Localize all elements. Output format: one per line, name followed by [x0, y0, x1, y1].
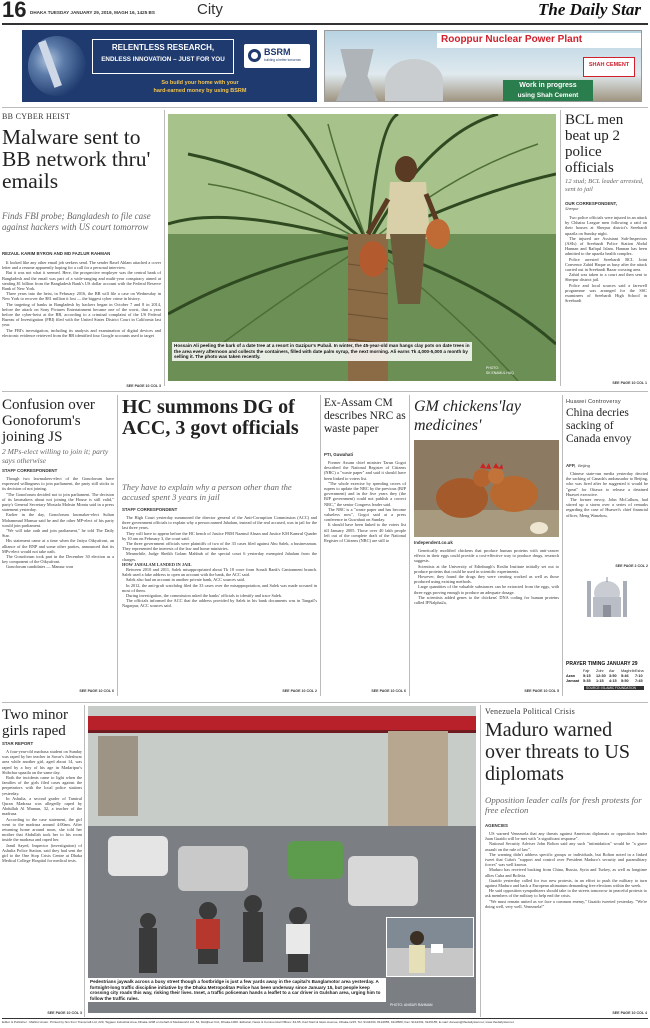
prayer-col-fajr: Fajr [583, 669, 590, 673]
para: In 2012, the anti-graft watchdog filed the 33 cases over the misappropriation, and Salek was made accused in most of them. [122, 582, 317, 593]
para: A four-year-old madrasa student on Sunday was raped by her teacher in Savar's Jaleshwar area while another girl, aged about 14, was raped by a boy of his age in Madaripur's Shibchar upazila on the same day. [2, 749, 82, 775]
date-palm-photo [168, 114, 556, 381]
para: Two police officials were injured in an attack by Chhatra League men following a raid on their houses at Sherpur district's Sreebardi upazila on Sunday night. [565, 215, 647, 236]
column-rule [164, 110, 165, 386]
bcl-headline[interactable]: BCL men beat up 2 police officials [565, 112, 624, 176]
gonoforum-continued[interactable]: SEE PAGE 10 COL 6 [79, 689, 114, 693]
prayer-col-zohr: Zohr [596, 669, 604, 673]
prayer-time: 5:15 [583, 674, 591, 678]
acc-continued[interactable]: SEE PAGE 10 COL 2 [282, 689, 317, 693]
street-caption: Pedestrians jaywalk across a busy street though a footbridge is just a few yards away in the capital's Banglamotor area yesterday. A fortnight-long traffic discipline initiative by the Dhaka Metropolitan Police has been underway since January 15, but people keep crossing city roads this way, risking their lives. Inset, a traffic policeman hands a leaflet to a car driver in Gulshan area, urging him to follow the traffic rules. [88, 978, 386, 1002]
gonoforum-body [2, 476, 114, 690]
acc-headline[interactable]: HC summons DG of ACC, 3 govt officials [122, 396, 299, 439]
para: Chinese state-run media yesterday decried the sacking of Canada's ambassador to Beijing, who was fired after he suggested it would be "great" for Ottawa to release a detained Huawei executive. [566, 471, 648, 497]
para: Police and local sources said a farewell programme was arranged for the SSC examinees of Sreebardi High School in Sreebardi [565, 282, 647, 304]
prayer-timing-box [566, 575, 648, 693]
page-number: 16 [2, 0, 27, 22]
section-divider [2, 702, 648, 703]
gm-byline: Independent.co.uk [414, 540, 453, 545]
prayer-row-jamaat [566, 679, 648, 683]
prayer-col-maghrib: Maghrib [621, 669, 635, 673]
para: Scientists at the University of Edinburgh's Roslin Institute initially set out to produce proteins that could be used in scientific experiments. [414, 563, 559, 574]
para: Meanwhile, Judge Sheikh Golam Mahbub of the special court 6 yesterday exempted Jahalam from the charges. [122, 551, 317, 562]
prayer-time: 5:46 [621, 674, 629, 678]
prayer-head-row [566, 669, 648, 673]
gonoforum-deck: 2 MPs-elect willing to join it; party says otherwise [2, 447, 109, 465]
venezuela-kicker: Venezuela Political Crisis [485, 707, 576, 716]
girls-headline[interactable]: Two minor girls raped [2, 707, 69, 739]
ad-divider [2, 107, 648, 108]
ad-headline-line2: ENDLESS INNOVATION – JUST FOR YOU [101, 56, 225, 63]
bsrm-brand-sub: building a better tomorrow [264, 58, 301, 62]
photo-credit: SK ENAMUL HAQ [486, 371, 514, 375]
huawei-body [566, 471, 648, 564]
gm-headline[interactable]: GM chickens'lay medicines' [414, 398, 521, 434]
nrc-headline[interactable]: Ex-Assam CM describes NRC as waste paper [324, 397, 406, 435]
ad-machinery-graphic [28, 36, 86, 96]
bsrm-logo-icon [248, 49, 261, 62]
prayer-row-azan [566, 674, 648, 678]
shah-brand: SHAH CEMENT [588, 62, 630, 68]
column-rule [480, 705, 481, 1017]
column-rule [562, 395, 563, 696]
para: Three years into the heist, in February 2016, the BB will file a case on Wednesday in New York to recover the $81 million it lost — the biggest cyber crime in history. [2, 291, 161, 302]
section-divider [2, 391, 648, 392]
inset-photo [386, 917, 474, 977]
column-rule [409, 395, 410, 696]
para: During investigation, the commission asked the banks' officials to identify and trace Salek. [126, 593, 283, 599]
para: "We will take oath and join parliament," he told The Daily Star. [2, 528, 114, 539]
para: US warned Venezuela that any threats against American diplomats or opposition leader Juan Guaido will be met with "a significant response". [485, 831, 647, 842]
column-rule [117, 395, 118, 696]
ad-title: Rooppur Nuclear Power Plant [441, 34, 583, 45]
bcl-continued[interactable]: SEE PAGE 10 COL 1 [612, 381, 647, 385]
prayer-col-asr: Asr [609, 669, 615, 673]
column-rule [84, 705, 85, 1017]
prayer-time: 3:50 [609, 674, 617, 678]
gm-body [414, 548, 559, 688]
para: Guaido yesterday called for two new protests, in an effort to push the military to turn against Maduro and back a European ultimatum demanding free elections within the week. [485, 877, 647, 889]
huawei-byline: AFP, [566, 463, 576, 468]
malware-body [2, 260, 161, 384]
para: According to the case statement, the girl went to the madrasa around 4:00am. After returning home around noon, she told her mother that Abdullah took her to his room inside the madrasa and raped her. [2, 816, 82, 843]
masthead-rule [2, 23, 648, 25]
photo-credit-label: PHOTO: [486, 366, 499, 370]
para: The three government officials were plaintiffs of two of the 33 cases filed against Abu Salek, a businessman. They represented the interests of the law and home ministries. [122, 541, 317, 552]
bsrm-brand: BSRM [264, 47, 291, 57]
prayer-time: 1:15 [596, 679, 604, 683]
para: Genetically modified chickens that produce human proteins with anti-cancer effects in their eggs could provide a cost-effective way to produce drugs, research suggests. [414, 548, 559, 564]
bcl-byline-place: Sherpur [565, 207, 579, 211]
girls-body [2, 749, 82, 1011]
photo-credit-label: PHOTO: [390, 1003, 403, 1007]
mosque-icon [586, 575, 628, 621]
para: Jamil Sayed, Inspector (investigation) of Ashulia Police Station, said they had sent the girl to the One Stop Crisis Centre at Dhaka Medical College Hospital for medical tests. [2, 842, 82, 864]
dateline: DHAKA TUESDAY JANUARY 29, 2019, MAGH 16, 1425 BS [30, 10, 155, 15]
para: He said opposition sympathizers should take to the streets tomorrow in peaceful protests to ask members of the military to help end the crisis. [485, 888, 647, 899]
para: The warning didn't address specific groups or individuals, but Bolton noted in a linked tweet that Cuba's "support and control over President Maduro's security and paramilitary forces" was well known. [485, 851, 647, 868]
prayer-row-label: Azan [566, 674, 576, 678]
section-title: City [197, 1, 223, 18]
shah-cement-ad[interactable] [324, 30, 642, 102]
prayer-time: 7:45 [635, 679, 643, 683]
ad-headline-line1: RELENTLESS RESEARCH, [111, 43, 215, 52]
masthead [0, 0, 650, 22]
para: Both the incidents came to light when the families of the girls filed cases against the perpetrators with the local police stations yesterday. [2, 775, 82, 796]
prayer-time: 4:15 [609, 679, 617, 683]
bsrm-ad[interactable] [22, 30, 317, 102]
para: The Gonoforum took part in the December 30 election as a key component of the Oikyafront. [2, 554, 114, 565]
malware-deck: Finds FBI probe; Bangladesh to file case against hackers with US court tomorrow [2, 211, 151, 232]
para: Large quantities of the valuable substances can be extracted from the eggs, with three eggs proving enough to produce an adequate dosage. [414, 584, 559, 595]
column-rule [560, 110, 561, 386]
para: "The whole exercise by spending crores of rupees to update the NRC by the previous (BJP government) and in the five years they (the BJP government) could not publish a correct NRC," the senior Congress leader said. [324, 480, 406, 507]
paper-name: The Daily Star [538, 0, 641, 19]
prayer-source: SOURCE: ISLAMIC FOUNDATION [584, 686, 644, 690]
para: It should have been linked to the voters list till January 2005. Those over 40 lakh people left out of the complete draft of the National Register of Citizens (NRC) are still to [324, 522, 406, 544]
para: The scientists added genes to the chickens' DNA coding for human proteins called IFNalpha2a, [414, 594, 559, 606]
huawei-continued[interactable]: SEE PAGE 2 COL 2 [615, 564, 648, 568]
prayer-time: 5:50 [621, 679, 629, 683]
huawei-headline[interactable]: China decries sacking of Canada envoy [566, 407, 632, 445]
para: The FBI's investigation, including its analysis and examination of digital devices and electronic evidence retrieved from the BB identified four Google accounts used to target [2, 327, 161, 338]
para: The targeting of banks in Bangladesh by hackers began in October 7 and 8 in 2014, before the attack on Sony Pictures Entertainment became one of the worst, that a year before the cyber-heist at the BB, according to a criminal complaint of the US Federal Bureau of Investigation (FBI) filed with the United States District Court in California last year. [2, 301, 161, 328]
para: They will have to appear before the HC bench of Justice FRM Nazmul Ahsan and Justice KM Kamrul Quader by 10 am on February 3, the court said. [122, 530, 317, 541]
ad-line1: Work in progress [519, 82, 577, 89]
para: Salek also had an account in another private bank, ACC sources said. [126, 577, 245, 583]
prayer-row-label: Jamaat [566, 679, 580, 683]
girls-byline: STAR REPORT [2, 741, 34, 746]
prayer-time: 12:30 [596, 674, 606, 678]
huawei-kicker: Huawei Controversy [566, 399, 621, 405]
prayer-time: 7:10 [635, 674, 643, 678]
para: In Ashulia, a second grader of Tamirul Quran Madrasa was allegedly raped by Abdullah Al Mamun, 32, a teacher of the madrasa. [2, 795, 82, 817]
para: Between 2010 and 2011, Salek misappropriated about Tk 18 crore from Sonali Bank's Cantonment branch. Salek used a fake address to open an account with the bank, the ACC said. [122, 567, 317, 578]
chickens-photo [414, 440, 559, 537]
para: The former envoy, John McCallum, had stirred up a storm over a series of remarks regarding the case of Huawei's chief financial officer, Meng Wanzhou, [566, 497, 648, 518]
para: The High Court yesterday summoned the director general of the Anti-Corruption Commission (ACC) and three government officials to explain why a person named Jahalam, instead of the real accused, was in jail for the last three years. [122, 515, 317, 531]
para: National Security Adviser John Bolton said any such "intimidation" would be "a grave assault on the rule of law". [485, 841, 647, 852]
prayer-time: 5:35 [583, 679, 591, 683]
gm-continued[interactable]: SEE PAGE 10 COL 5 [524, 689, 559, 693]
acc-body [122, 515, 317, 687]
subhead: HOW JAHALAM LANDED IN JAIL [122, 561, 192, 567]
venezuela-body [485, 831, 647, 1011]
prayer-title: PRAYER TIMING JANUARY 29 [566, 661, 638, 667]
footer-rule [2, 1018, 648, 1019]
date-palm-photo-art [168, 114, 556, 381]
acc-deck: They have to explain why a person other than the accused spent 3 years in jail [122, 482, 292, 502]
ad-line2: using Shah Cement [517, 92, 579, 99]
malware-kicker: BB CYBER HEIST [2, 112, 71, 121]
chickens-photo-art [414, 440, 559, 537]
imprint-line: Editor & Publisher : Mahfuz Anam. Printed by him from Transcraft Ltd, 229, Tejgaon Industrial Area, Dhaka-1208 on behalf of Mediaworld Ltd, 52, Motijheel C/A, Dhaka-1000. Editorial, News & Commercial Offices: 64-65, Kazi Nazrul Islam Avenue, Dhaka-1215. Tel: 9144330, 8124955, 9110589; Fax: 9144332, 9125155; E-mail: dsnews@thedailystar.net; www.thedailystar.net [2, 1020, 514, 1024]
para: Gonoforum candidates — Mansur won [6, 564, 74, 570]
para: The NRC is a "waste paper and has become valueless now", Gogoi said at a press conference in Guwahati on Sunday. [324, 506, 406, 523]
nrc-body [324, 460, 406, 688]
bcl-body [565, 215, 647, 380]
huawei-byline-place: Beijing [578, 463, 591, 468]
para: The injured are Assistant Sub-Inspectors (ASIs) of Sreebardi Police Station Abdul Hannan and Rafiqul Islam. Hannan has been admitted to the upazila health complex. [565, 235, 647, 257]
bcl-deck: 12 stud; BCL leader arrested, sent to jail [565, 178, 644, 193]
malware-continued[interactable]: SEE PAGE 10 COL 3 [126, 384, 161, 388]
para: It looked like any other email job seekers send. The sender Rasel Ahlam attached a cover letter and a resume apparently hoping for a call for a personal interview. [2, 260, 161, 271]
column-rule [320, 395, 321, 696]
para: But it was not what it seemed. Here, the prospective employer was the central bank of Bangladesh and the email was part of a wide-ranging and multi-year conspiracy aimed at stealing $1 billion from the Bangladesh Bank's US dollar account with the Federal Reserve Bank of New York. [2, 270, 161, 292]
gonoforum-byline: STAFF CORRESPONDENT [2, 468, 58, 473]
bcl-byline: OUR CORRESPONDENT, [565, 201, 617, 206]
para: Former Assam chief minister Tarun Gogoi described the National Register of Citizens (NRC) a "waste paper" and said it should have been linked to voters list. [324, 460, 406, 481]
street-photo [88, 706, 476, 1013]
gonoforum-headline[interactable]: Confusion over Gonoforum's joining JS [2, 397, 95, 445]
nrc-continued[interactable]: SEE PAGE 10 COL 6 [371, 689, 406, 693]
girls-continued[interactable]: SEE PAGE 10 COL 3 [47, 1011, 82, 1015]
bsrm-tagline1: So build your home with your [161, 80, 239, 86]
para: Maduro has received backing from China, Russia, Syria and Turkey, as well as longtime allies Cuba and Bolivia. [485, 867, 647, 878]
reactor-dome-graphic [385, 59, 443, 102]
venezuela-continued[interactable]: SEE PAGE 10 COL 4 [612, 1011, 647, 1015]
para: Though two lawmakers-elect of the Gonoforum have expressed willingness to join parliament, the party still sticks to its decision of not joining. [2, 476, 114, 492]
para: "We must remain united as we face a common enemy," Guaido tweeted yesterday. "We're doing well, very well, Venezuela!" [485, 898, 647, 909]
para: Zahid was taken to a court and then sent to Sherpur district jail. [565, 272, 647, 283]
para: The officials informed the ACC that the address provided by Salek in his bank documents was in Tangail's Nagarpur, ACC sources said. [122, 598, 317, 609]
acc-byline: STAFF CORRESPONDENT [122, 507, 178, 512]
para: Earlier in the day, Gonoforum lawmaker-elect Sultan Mohammad Mansur said he and the other MP-elect of his party would join parliament. [2, 512, 114, 528]
malware-byline: REZAUL KARIM BYRON AND MD FAZLUR RAHMAN [2, 251, 111, 256]
date-palm-caption: Hossain Ali peeling the bark of a date tree at a resort in Gazipur's Pubail. In winter, the 45-year-old man hangs clay pots on date trees in the area every afternoon and collects the containers, filled with date palm syrup, the next morning. Ali earns Tk 4,000-5,000 a month by selling it. The photo was taken recently. [172, 342, 472, 361]
venezuela-byline: AGENCIES [485, 823, 508, 828]
para: His statement came at a time when the Jatiya Oikyafront, an alliance of the BNP and some other parties, announced that its MPs-elect would not take oath. [2, 538, 114, 554]
photo-credit: ANISUR RAHMAN [404, 1003, 433, 1007]
para: However, they found the drugs they were creating worked as well as those produced using existing methods. [414, 574, 559, 585]
nrc-byline: PTI, Guwahati [324, 452, 354, 457]
para: "The Gonoforum decided not to join parliament. The decision of its lawmakers about not joining the House is still valid," party's General Secretary Mostafa Mohsin Montu said in a press statement yesterday. [2, 491, 114, 513]
malware-headline[interactable]: Malware sent to BB network thru' emails [2, 125, 151, 193]
para: Police arrested Sreebardi BCL Joint Convenor Zahid Haque as busy after the attack carried out in Sreebardi Bazar crossing area. [565, 256, 647, 273]
prayer-col-esha: Esha [635, 669, 644, 673]
venezuela-headline[interactable]: Maduro warned over threats to US diplomats [485, 719, 630, 785]
bsrm-tagline2: hard-earned money by using BSRM [153, 88, 247, 94]
venezuela-deck: Opposition leader calls for fresh protests for free election [485, 795, 642, 815]
